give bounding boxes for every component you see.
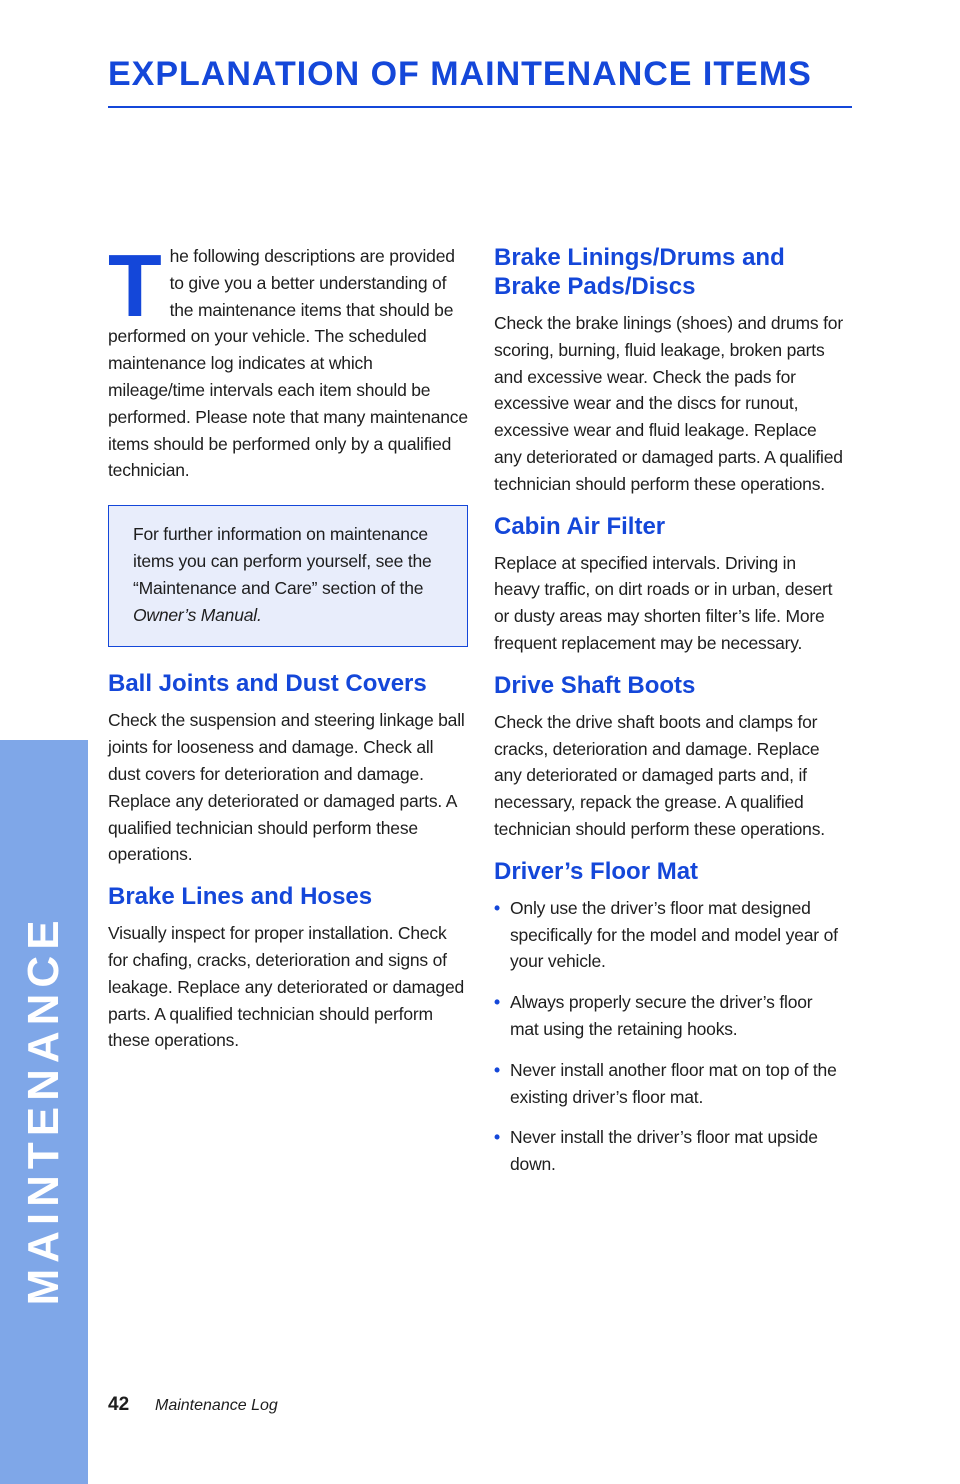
section-brake-linings [494, 243, 844, 498]
section-ball-joints [108, 669, 468, 868]
bullet-text: Only use the driver’s floor mat designed specifically for the model and model year of your vehicle. [510, 897, 838, 972]
list-item [494, 1057, 844, 1111]
section-body: Check the suspension and steering linkage ball joints for looseness and damage. Check all dust covers for deterioration and damage. Replace any deteriorated or damaged parts. A qualified technician should perform these operations. [108, 710, 465, 865]
list-item [494, 989, 844, 1043]
section-heading: Drive Shaft Boots [494, 671, 696, 699]
bullet-text: Always properly secure the driver’s floor mat using the retaining hooks. [510, 992, 813, 1039]
list-item [494, 895, 844, 975]
section-drive-shaft-boots [494, 671, 844, 843]
side-tab-label: MAINTENANCE [19, 914, 68, 1306]
bullet-icon: • [494, 992, 500, 1013]
section-heading: Brake Linings/Drums and Brake Pads/Discs [494, 244, 785, 300]
owners-manual-reference: Owner’s Manual. [133, 604, 262, 625]
bullet-icon: • [494, 897, 500, 918]
section-body: Visually inspect for proper installation. Check for chafing, cracks, deterioration and signs of leakage. Replace any deteriorated or damaged parts. A qualified technician should perform these operations. [108, 923, 465, 1051]
section-brake-lines [108, 882, 468, 1054]
note-text-main: For further information on maintenance items you can perform yourself, see the “Maintenance and Care” section of the [133, 524, 432, 598]
section-heading: Ball Joints and Dust Covers [108, 670, 427, 698]
right-column [494, 243, 844, 1192]
drop-cap: T [108, 236, 162, 335]
bullet-text: Never install another floor mat on top of the existing driver’s floor mat. [510, 1059, 837, 1107]
section-body: Check the brake linings (shoes) and drums for scoring, burning, fluid leakage, broken parts and excessive wear. Check the pads for excessive wear and the discs for runout, excessive wear and fluid leakage. Replace any deteriorated or damaged parts. A qualified technician should perform these operations. [494, 313, 843, 494]
intro-paragraph [108, 236, 468, 484]
intro-text: he following descriptions are provided to give you a better understanding of the maintenance items that should be performed on your vehicle. The scheduled maintenance log indicates at which mileage/time intervals each item should be performed. Please note that many maintenance items should be performed only by a qualified technician. [108, 246, 468, 481]
info-note-box [108, 505, 468, 647]
title-divider [108, 106, 852, 108]
page-number: 42 [108, 1394, 130, 1415]
section-cabin-air-filter [494, 512, 844, 657]
list-item [494, 1124, 844, 1178]
section-body: Check the drive shaft boots and clamps for cracks, deterioration and damage. Replace any deteriorated or damaged parts and, if necessary, repack the grease. A qualified technician should perform these operations. [494, 711, 825, 839]
note-text [133, 521, 447, 628]
section-heading: Brake Lines and Hoses [108, 883, 373, 911]
bullet-icon: • [494, 1059, 500, 1080]
page-title: EXPLANATION OF MAINTENANCE ITEMS [108, 55, 812, 93]
section-floor-mat [494, 857, 844, 1178]
section-body: Replace at specified intervals. Driving in heavy traffic, on dirt roads or in urban, desert or dusty areas may shorten filter’s life. More frequent replacement may be necessary. [494, 552, 833, 653]
bullet-text: Never install the driver’s floor mat upside down. [510, 1127, 818, 1175]
section-heading: Cabin Air Filter [494, 512, 666, 540]
left-column [108, 236, 468, 1068]
bullet-icon: • [494, 1127, 500, 1148]
footer-label: Maintenance Log [155, 1397, 278, 1414]
section-heading: Driver’s Floor Mat [494, 857, 699, 885]
